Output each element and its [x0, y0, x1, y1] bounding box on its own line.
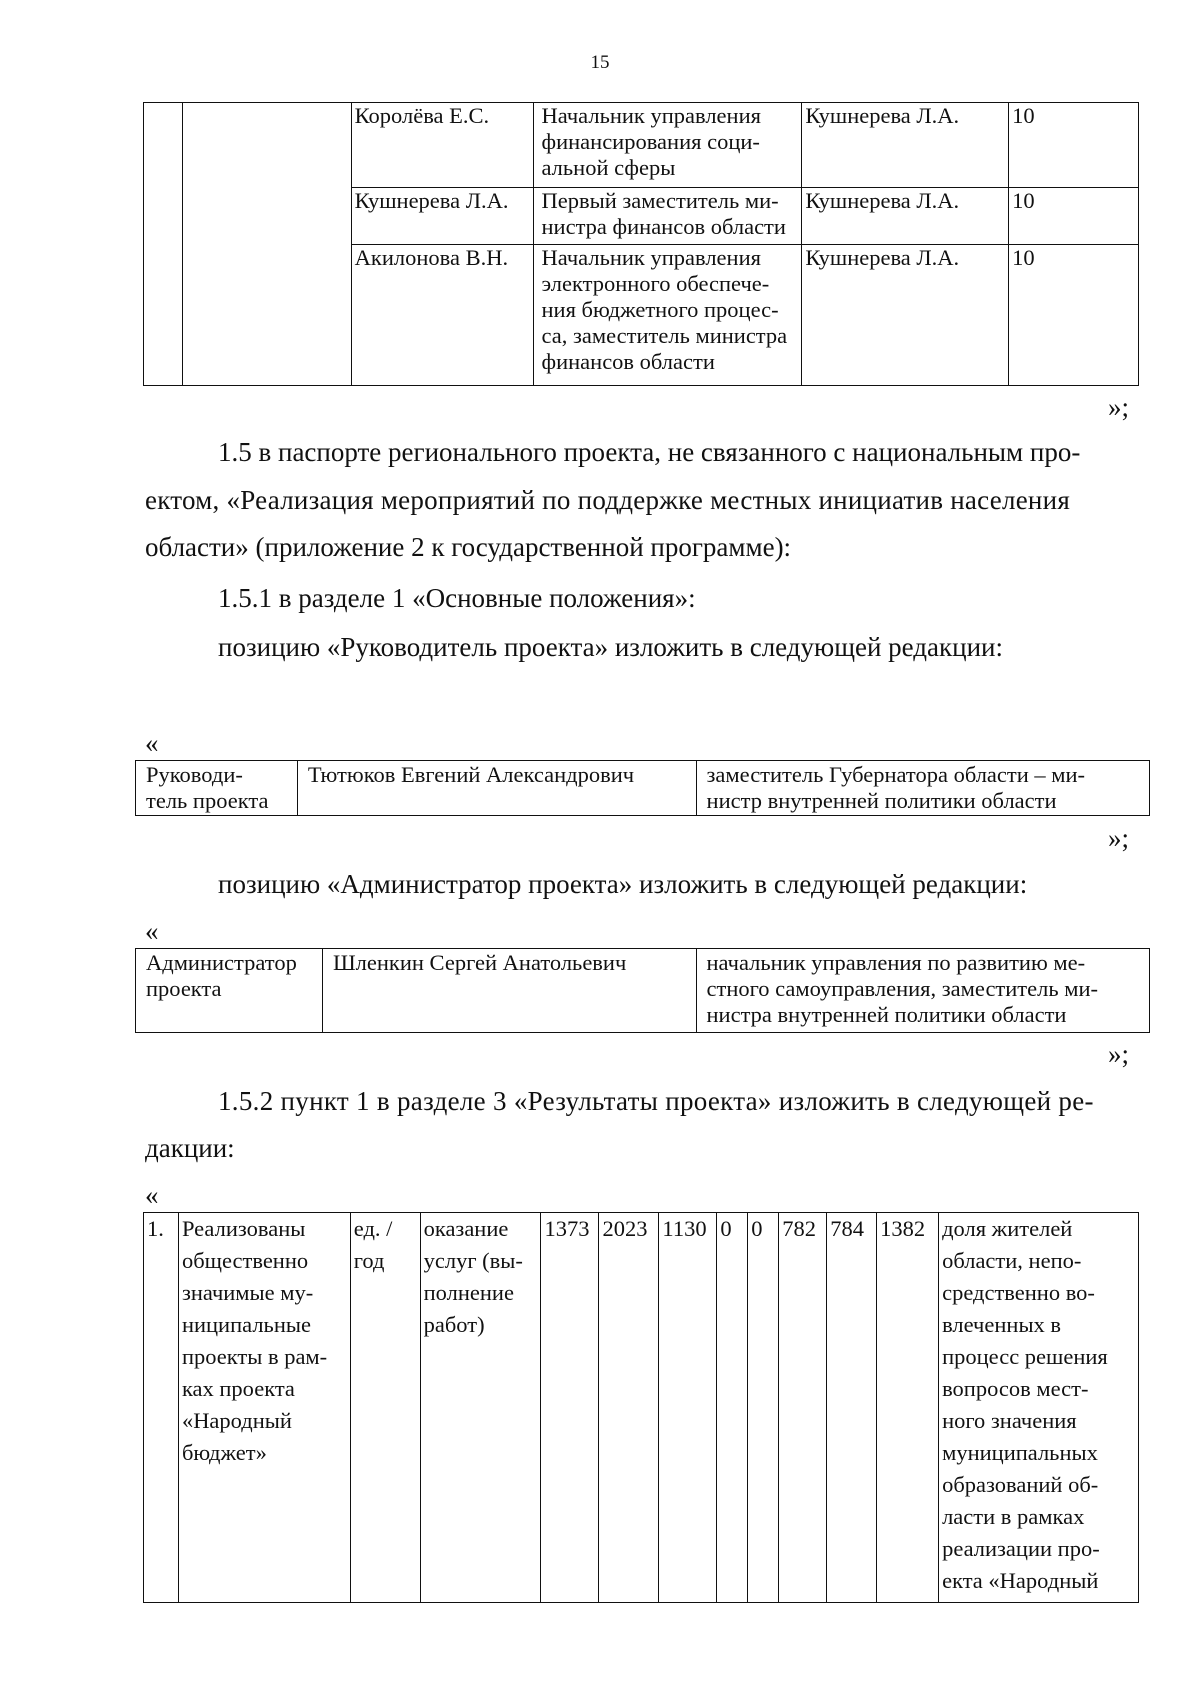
table-row [136, 761, 1150, 816]
person-name: Королёва Е.С. [351, 103, 533, 188]
indicator-cell: доля жителей области, непо- средственно во- влеченных в процесс решения вопросов мест- ного значения муниципальных образований об- ласти в рамках реализации про- екта «Народный [939, 1213, 1139, 1603]
table-row [144, 103, 1139, 188]
page-number: 15 [590, 52, 610, 73]
value-cell: 2023 [599, 1213, 659, 1603]
instruction-text: позицию «Администратор проекта» изложить в следующей редакции: [218, 869, 1028, 899]
role-cell: Руководи- тель проекта [136, 761, 298, 816]
value-cell: 0 [748, 1213, 779, 1603]
responsible-persons-table [143, 102, 1139, 386]
open-quote: « [145, 916, 159, 946]
open-quote: « [145, 728, 159, 758]
table-row [136, 949, 1150, 1033]
person-position: Начальник управления финансирования соци- альной сферы [533, 103, 802, 188]
manager-name: Кушнерева Л.А. [802, 103, 1009, 188]
paragraph-line: области» (приложение 2 к государственной программе): [145, 532, 792, 562]
value-cell: 10 [1009, 188, 1139, 245]
close-quote: »; [1108, 1039, 1130, 1069]
project-results-table [143, 1212, 1139, 1603]
project-head-table [135, 760, 1150, 816]
manager-name: Кушнерева Л.А. [802, 245, 1009, 386]
person-position: Первый заместитель ми- нистра финансов области [533, 188, 802, 245]
value-cell: 0 [717, 1213, 748, 1603]
paragraph-line: дакции: [145, 1133, 235, 1163]
value-cell: 1130 [659, 1213, 717, 1603]
close-quote: »; [1108, 392, 1130, 422]
value-cell: 1382 [877, 1213, 939, 1603]
table-row [144, 1213, 1139, 1603]
subsection-heading: 1.5.1 в разделе 1 «Основные положения»: [218, 583, 696, 613]
person-position: Начальник управления электронного обеспече- ния бюджетного процес- са, заместитель министра финансов области [533, 245, 802, 386]
role-cell: Администратор проекта [136, 949, 323, 1033]
paragraph-line: ектом, «Реализация мероприятий по поддержке местных инициатив населения [145, 485, 1070, 515]
result-type: оказание услуг (вы- полнение работ) [420, 1213, 541, 1603]
empty-cell [182, 103, 351, 386]
close-quote: »; [1108, 823, 1130, 853]
instruction-text: позицию «Руководитель проекта» изложить в следующей редакции: [218, 632, 1003, 662]
project-admin-table [135, 948, 1150, 1033]
value-cell: 782 [779, 1213, 827, 1603]
value-cell: 1373 [541, 1213, 599, 1603]
paragraph-line: 1.5.2 пункт 1 в разделе 3 «Результаты проекта» изложить в следующей ре- [218, 1086, 1094, 1116]
person-name: Шленкин Сергей Анатольевич [322, 949, 696, 1033]
person-name: Тютюков Евгений Александрович [297, 761, 696, 816]
value-cell: 10 [1009, 245, 1139, 386]
value-cell: 10 [1009, 103, 1139, 188]
person-title: заместитель Губернатора области – ми- нистр внутренней политики области [696, 761, 1149, 816]
value-cell: 784 [827, 1213, 877, 1603]
open-quote: « [145, 1180, 159, 1210]
paragraph-line: 1.5 в паспорте регионального проекта, не связанного с национальным про- [218, 437, 1081, 467]
person-name: Кушнерева Л.А. [351, 188, 533, 245]
manager-name: Кушнерева Л.А. [802, 188, 1009, 245]
result-name: Реализованы общественно значимые му- ниципальные проекты в рам- ках проекта «Народный бюджет» [178, 1213, 350, 1603]
person-name: Акилонова В.Н. [351, 245, 533, 386]
unit-cell: ед. / год [350, 1213, 420, 1603]
person-title: начальник управления по развитию ме- стного самоуправления, заместитель ми- нистра внутренней политики области [696, 949, 1150, 1033]
empty-cell [144, 103, 183, 386]
row-number: 1. [144, 1213, 179, 1603]
